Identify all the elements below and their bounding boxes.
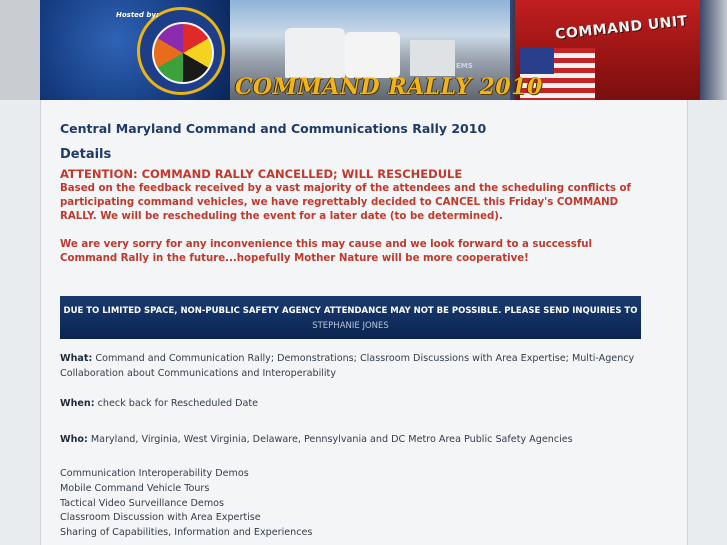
list-item: Sharing of Capabilities, Information and Experiences [60, 527, 313, 539]
when-row [60, 396, 650, 411]
list-item: Tactical Video Surveillance Demos [60, 497, 225, 509]
banner-right-edge [700, 0, 727, 100]
notice-text: DUE TO LIMITED SPACE, NON-PUBLIC SAFETY AGENCY ATTENDANCE MAY NOT BE POSSIBLE. PLEASE SEND INQUIRIES TO [63, 306, 638, 316]
banner-trailer-image [410, 40, 455, 76]
what-label: What: [60, 353, 93, 364]
apology-paragraph: We are very sorry for any inconvenience this may cause and we look forward to a successful Command Rally in the future...hopefully Mother Nature will be more cooperative! [60, 239, 593, 264]
who-value: Maryland, Virginia, West Virginia, Delaware, Pennsylvania and DC Metro Area Public Safety Agencies [90, 434, 573, 445]
banner-rv-image [345, 32, 400, 78]
banner-rv-image [285, 28, 345, 78]
when-value: check back for Rescheduled Date [97, 398, 259, 409]
details-heading: Details [60, 147, 112, 162]
banner-left-edge [0, 0, 40, 100]
contact-link[interactable]: STEPHANIE JONES [312, 321, 389, 331]
what-value: Command and Communication Rally; Demonstrations; Classroom Discussions with Area Expertise; Multi-Agency Collaboration about Communications and Interoperability [60, 353, 635, 379]
page-title: Central Maryland Command and Communications Rally 2010 [60, 121, 487, 136]
truck-command-unit-text: COMMAND UNIT [554, 13, 689, 43]
hosted-by-label: Hosted by: [116, 11, 159, 19]
who-row [60, 432, 650, 447]
notice-banner [60, 296, 641, 339]
list-item: Mobile Command Vehicle Tours [60, 482, 210, 494]
feature-list [60, 467, 312, 541]
when-label: When: [60, 398, 95, 409]
host-agency-logo[interactable] [137, 7, 225, 95]
list-item: Communication Interoperability Demos [60, 468, 249, 479]
cancellation-paragraph: Based on the feedback received by a vast majority of the attendees and the scheduling conflicts of participating command vehicles, we have regrettably decided to CANCEL this Friday's COMMAND RALLY. We will be rescheduling the event for a later date (to be determined). [60, 183, 631, 222]
main-content [40, 100, 688, 545]
list-item: Classroom Discussion with Area Expertise [60, 512, 261, 524]
ems-vest-text: EMS [456, 62, 473, 70]
who-label: Who: [60, 434, 88, 445]
attention-heading: ATTENTION: COMMAND RALLY CANCELLED; WILL RESCHEDULE [60, 167, 463, 181]
what-row [60, 351, 650, 381]
header-banner [0, 0, 727, 100]
banner-title: COMMAND RALLY 2010 [235, 74, 543, 100]
